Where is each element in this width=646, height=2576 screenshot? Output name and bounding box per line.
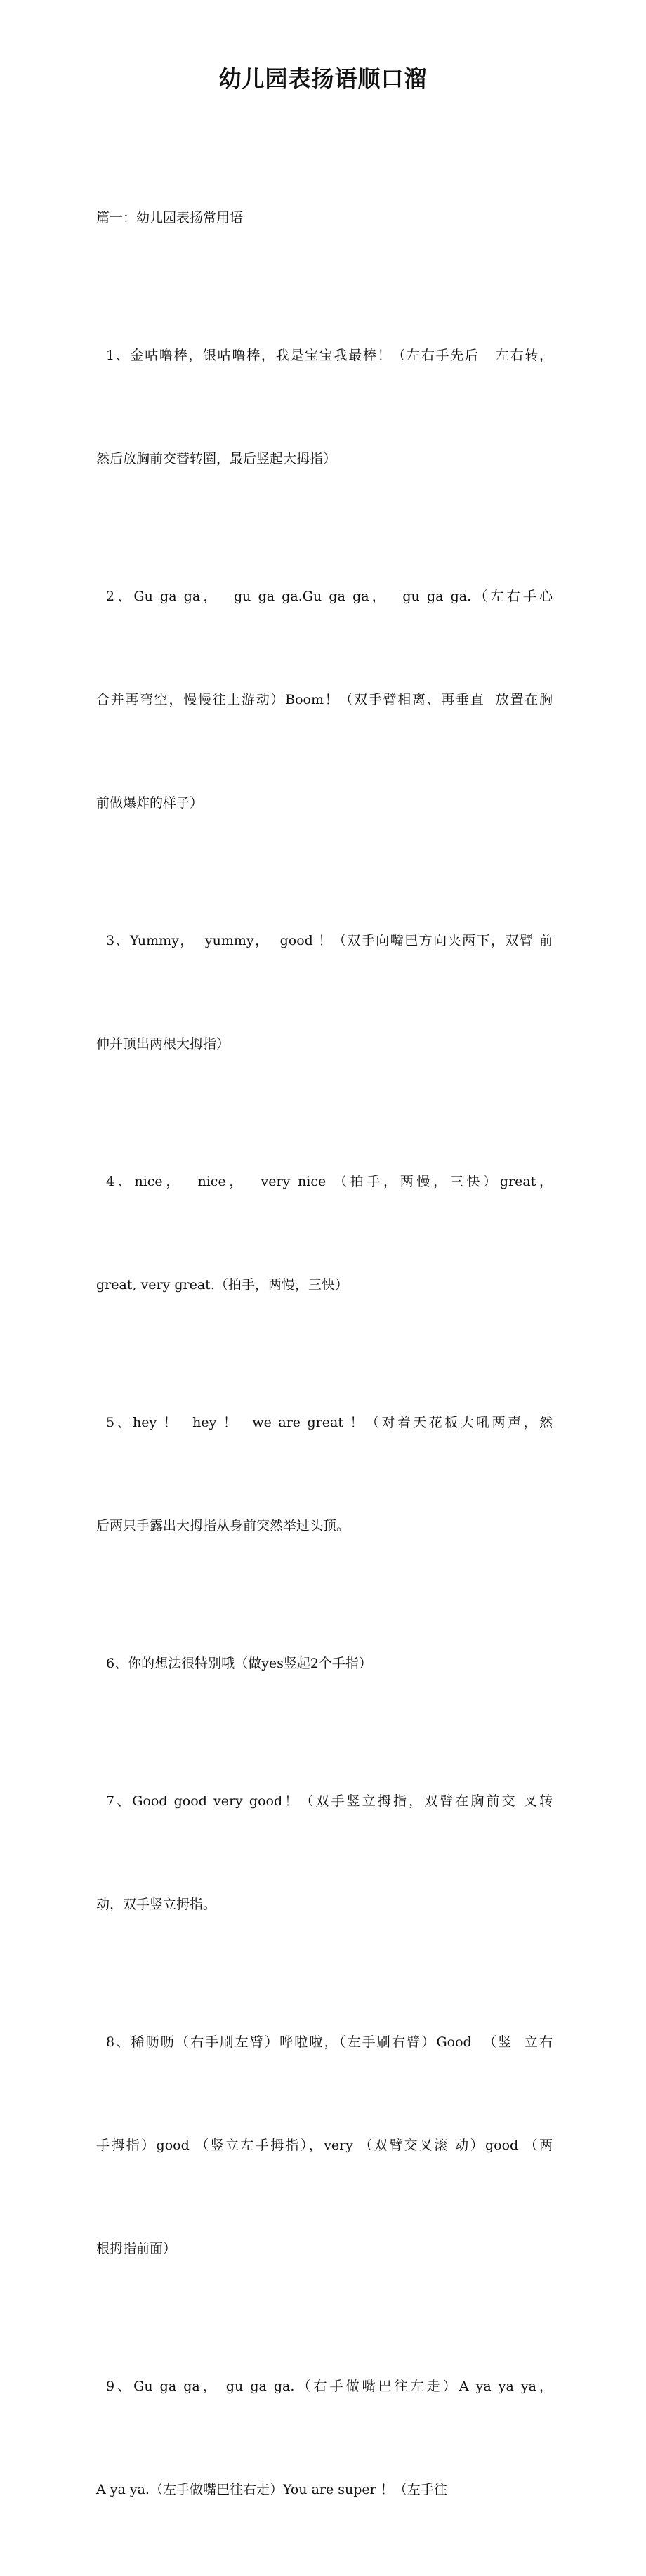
- item-7-line-1: 7、Good good very good！（双手竖立拇指，双臂在胸前交 叉转: [106, 1793, 553, 1809]
- item-7-line-2: 动，双手竖立拇指。: [96, 1897, 217, 1912]
- item-2-line-3: 前做爆炸的样子）: [96, 795, 204, 811]
- item-8-line-2: 手拇指）good （竖立左手拇指），very （双臂交叉滚 动）good （两: [96, 2138, 553, 2153]
- item-1-line-2: 然后放胸前交替转圈，最后竖起大拇指）: [96, 451, 337, 466]
- item-5-line-1: 5、hey ！ hey ！ we are great ！（对着天花板大吼两声，然: [106, 1415, 553, 1430]
- item-2-line-1: 2、Gu ga ga， gu ga ga.Gu ga ga， gu ga ga.（左右手心: [106, 589, 553, 604]
- item-5-line-2: 后两只手露出大拇指从身前突然举过头顶。: [96, 1518, 350, 1534]
- item-1-line-1: 1、金咕噜棒，银咕噜棒，我是宝宝我最棒！（左右手先后 左右转，: [106, 348, 553, 363]
- item-9-line-2: A ya ya.（左手做嘴巴往右走）You are super ！（左手往: [96, 2482, 447, 2497]
- item-4-line-2: great, very great.（拍手，两慢，三快）: [96, 1277, 348, 1293]
- document-body: [96, 132, 553, 2576]
- item-6-line-1: 6、你的想法很特别哦（做yes竖起2个手指）: [106, 1656, 372, 1671]
- document-title: 幼儿园表扬语顺口溜: [218, 65, 428, 92]
- item-8-line-3: 根拇指前面）: [96, 2241, 177, 2256]
- item-3-line-2: 伸并顶出两根大拇指）: [96, 1036, 230, 1052]
- item-3-line-1: 3、Yummy， yummy， good ！（双手向嘴巴方向夹两下，双臂 前: [106, 933, 553, 948]
- item-9-line-1: 9、Gu ga ga， gu ga ga.（右手做嘴巴往左走）A ya ya ya，: [106, 2379, 553, 2394]
- item-4-line-1: 4、nice， nice， very nice （拍手，两慢，三快）great，: [106, 1174, 553, 1189]
- section-heading: 篇一：幼儿园表扬常用语: [96, 210, 244, 225]
- item-2-line-2: 合并再弯空，慢慢往上游动）Boom！（双手臂相离、再垂直 放置在胸: [96, 692, 553, 707]
- item-8-line-1: 8、稀呖呖（右手刷左臂）哗啦啦，（左手刷右臂）Good （竖 立右: [106, 2034, 553, 2050]
